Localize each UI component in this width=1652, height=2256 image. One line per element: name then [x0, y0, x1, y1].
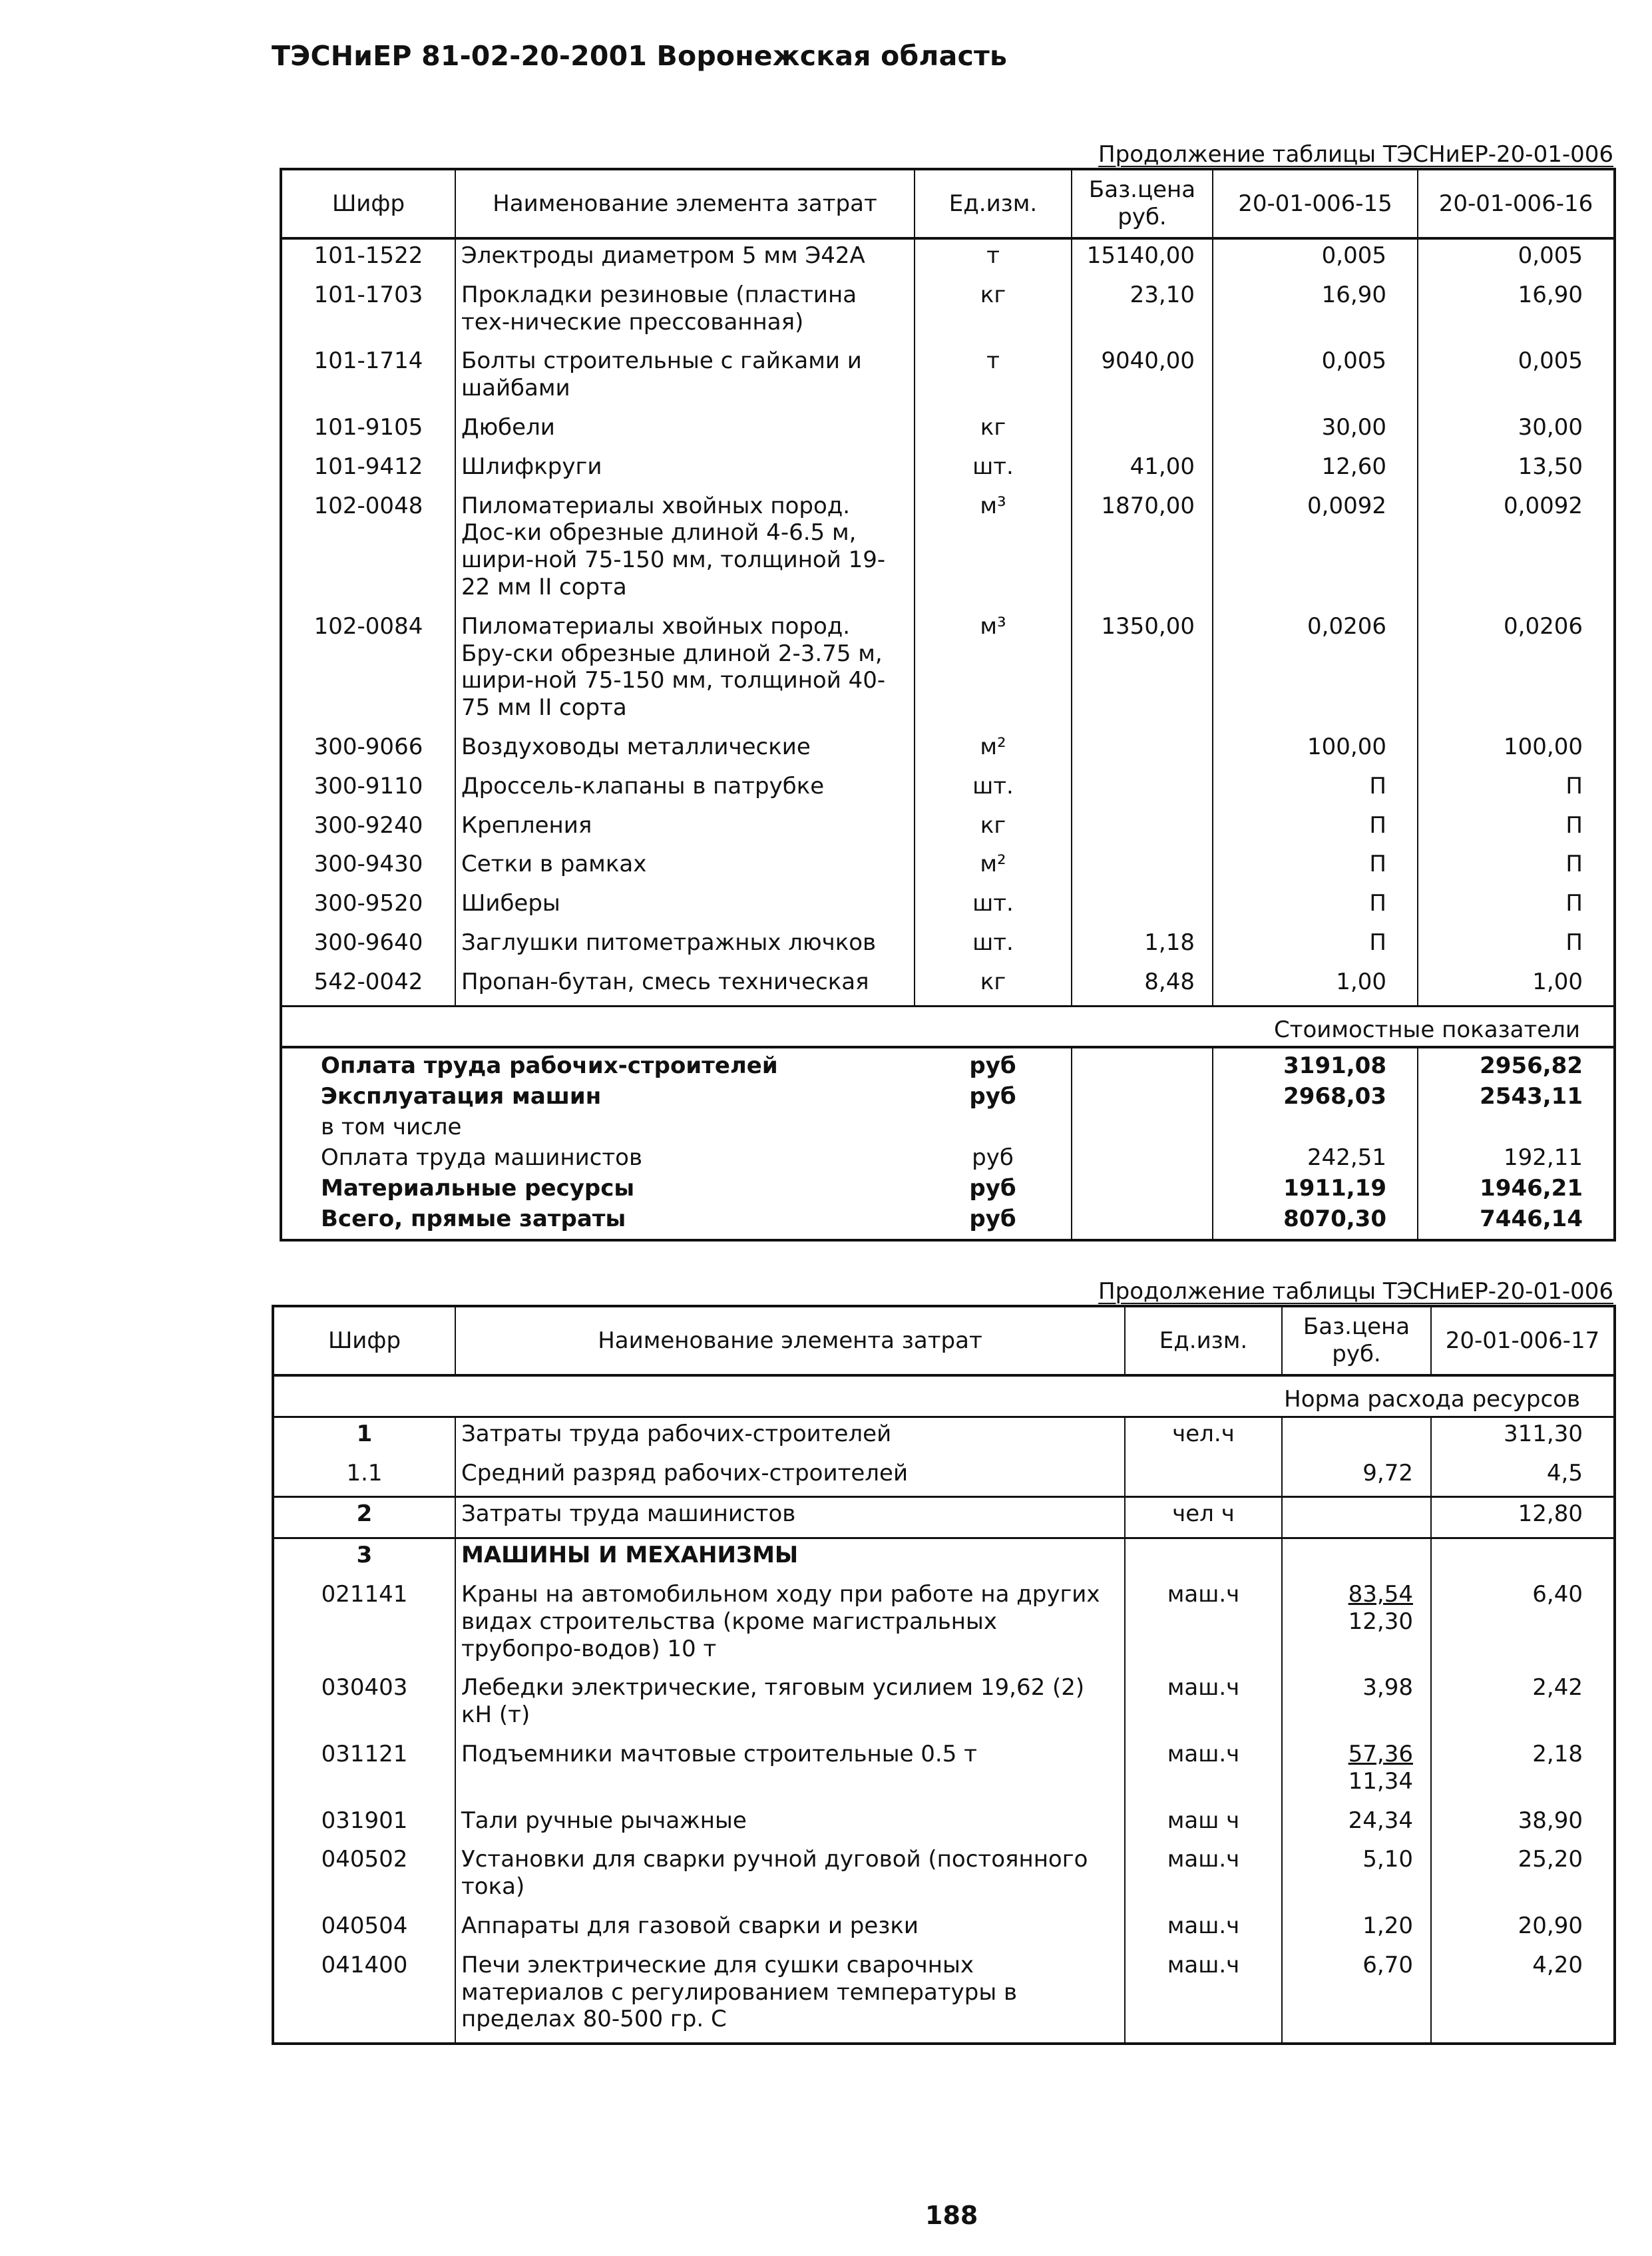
resource-name: Средний разряд рабочих-строителей	[455, 1457, 1125, 1497]
col-header-norm-15: 20-01-006-15	[1213, 169, 1418, 238]
resource-name: Крепления	[455, 809, 915, 849]
cost-empty-price	[1072, 1143, 1213, 1174]
norm-value-16: П	[1418, 809, 1615, 849]
resource-code: 1.1	[273, 1457, 455, 1497]
col-header-price: Баз.цена руб.	[1072, 169, 1213, 238]
cost-empty-price	[1072, 1082, 1213, 1112]
resource-code: 031901	[273, 1805, 455, 1844]
norm-value-16: П	[1418, 927, 1615, 966]
cost-name: Эксплуатация машин	[281, 1082, 915, 1112]
resource-code: 300-9110	[281, 770, 455, 809]
resource-base-price	[1282, 1457, 1431, 1497]
resource-code: 040504	[273, 1910, 455, 1949]
cost-value-16: 1946,21	[1418, 1174, 1615, 1204]
cost-row	[281, 1112, 1615, 1143]
resource-code: 2	[273, 1497, 455, 1538]
resource-name: Установки для сварки ручной дуговой (постоянного тока)	[455, 1843, 1125, 1910]
resource-unit: шт.	[915, 451, 1072, 490]
resource-unit: м³	[915, 490, 1072, 610]
cost-row	[281, 1143, 1615, 1174]
resource-base-price: 8,48	[1072, 966, 1213, 1006]
resource-code: 101-1522	[281, 238, 455, 279]
resource-base-price: 15140,00	[1072, 238, 1213, 279]
resource-name: Прокладки резиновые (пластина тех-нические прессованная)	[455, 279, 915, 345]
resource-unit: м²	[915, 848, 1072, 887]
cost-indicators-header: Стоимостные показатели	[281, 1006, 1615, 1047]
norm-value-16: 0,005	[1418, 345, 1615, 411]
resource-name: Дюбели	[455, 411, 915, 451]
norm-value-16: 30,00	[1418, 411, 1615, 451]
resource-base-price	[1282, 1538, 1431, 1578]
norm-value-16: 1,00	[1418, 966, 1615, 1006]
norm-value-15: 100,00	[1213, 731, 1418, 770]
resource-base-price: 1350,00	[1072, 610, 1213, 731]
resource-base-price	[1072, 809, 1213, 849]
norm-consumption-header: Норма расхода ресурсов	[273, 1375, 1615, 1417]
resource-base-price	[1072, 848, 1213, 887]
resource-base-price	[1072, 770, 1213, 809]
resource-unit: маш.ч	[1125, 1949, 1282, 2044]
table-row	[273, 1672, 1615, 1738]
resource-code: 041400	[273, 1949, 455, 2044]
resource-name: Затраты труда рабочих-строителей	[455, 1417, 1125, 1457]
resource-name: Шиберы	[455, 887, 915, 927]
base-price-value: 6,70	[1362, 1951, 1413, 1978]
resource-code: 300-9430	[281, 848, 455, 887]
norm-value-15: П	[1213, 770, 1418, 809]
cost-value-15: 1911,19	[1213, 1174, 1418, 1204]
resource-name: Воздуховоды металлические	[455, 731, 915, 770]
table-row	[273, 1910, 1615, 1949]
norm-value-16: 13,50	[1418, 451, 1615, 490]
table1-header-row	[281, 169, 1615, 238]
base-price-value: 83,54	[1348, 1580, 1413, 1608]
resource-unit: м³	[915, 610, 1072, 731]
col-header-unit: Ед.изм.	[915, 169, 1072, 238]
cost-value-15: 2968,03	[1213, 1082, 1418, 1112]
norm-value-17: 2,18	[1431, 1738, 1615, 1805]
base-price-value: 3,98	[1362, 1674, 1413, 1701]
norm-value-17: 4,20	[1431, 1949, 1615, 2044]
norm-value-17: 12,80	[1431, 1497, 1615, 1538]
resource-unit: т	[915, 238, 1072, 279]
norm-value-15: П	[1213, 809, 1418, 849]
resource-code: 031121	[273, 1738, 455, 1805]
resource-name: Болты строительные с гайками и шайбами	[455, 345, 915, 411]
cost-empty-price	[1072, 1047, 1213, 1082]
resource-code: 101-9412	[281, 451, 455, 490]
norm-value-17: 6,40	[1431, 1578, 1615, 1672]
col-header-price: Баз.цена руб.	[1282, 1306, 1431, 1375]
resource-base-price	[1282, 1672, 1431, 1738]
resource-base-price: 1870,00	[1072, 490, 1213, 610]
norm-value-16: П	[1418, 887, 1615, 927]
table2-continuation-label: Продолжение таблицы ТЭСНиЕР-20-01-006	[1098, 1278, 1613, 1305]
resource-base-price	[1282, 1843, 1431, 1910]
col-header-norm-16: 20-01-006-16	[1418, 169, 1615, 238]
resource-base-price: 1,18	[1072, 927, 1213, 966]
resource-code: 300-9520	[281, 887, 455, 927]
resource-name: Аппараты для газовой сварки и резки	[455, 1910, 1125, 1949]
resource-code: 3	[273, 1538, 455, 1578]
resource-code: 102-0048	[281, 490, 455, 610]
resource-unit	[1125, 1457, 1282, 1497]
norm-value-15: П	[1213, 927, 1418, 966]
cost-value-16: 192,11	[1418, 1143, 1615, 1174]
resource-unit: шт.	[915, 927, 1072, 966]
resource-name: Шлифкруги	[455, 451, 915, 490]
cost-name: в том числе	[281, 1112, 915, 1143]
resource-base-price	[1282, 1417, 1431, 1457]
table-row	[281, 927, 1615, 966]
table-row	[281, 451, 1615, 490]
resource-base-price	[1282, 1805, 1431, 1844]
page-number: 188	[925, 2201, 978, 2230]
resource-code: 101-1703	[281, 279, 455, 345]
col-header-code: Шифр	[273, 1306, 455, 1375]
resource-code: 102-0084	[281, 610, 455, 731]
table1-continuation-label: Продолжение таблицы ТЭСНиЕР-20-01-006	[1098, 141, 1613, 168]
resource-unit: чел ч	[1125, 1497, 1282, 1538]
resource-unit: м²	[915, 731, 1072, 770]
resource-name: Краны на автомобильном ходу при работе на других видах строительства (кроме магистральных трубопро-водов) 10 т	[455, 1578, 1125, 1672]
table-row	[273, 1843, 1615, 1910]
cost-unit: руб	[915, 1047, 1072, 1082]
resource-unit: маш.ч	[1125, 1910, 1282, 1949]
cost-unit: руб	[915, 1143, 1072, 1174]
resource-base-price	[1282, 1578, 1431, 1672]
norm-value-15: 0,0206	[1213, 610, 1418, 731]
base-price-value: 57,36	[1348, 1740, 1413, 1767]
cost-value-15	[1213, 1112, 1418, 1143]
cost-indicators-header-row	[281, 1006, 1615, 1047]
resource-name: Затраты труда машинистов	[455, 1497, 1125, 1538]
resource-table-1	[280, 168, 1616, 1241]
resource-base-price: 23,10	[1072, 279, 1213, 345]
resource-unit: кг	[915, 809, 1072, 849]
resource-code: 542-0042	[281, 966, 455, 1006]
norm-value-17: 311,30	[1431, 1417, 1615, 1457]
table-row	[281, 809, 1615, 849]
cost-unit: руб	[915, 1082, 1072, 1112]
norm-value-16: 0,0206	[1418, 610, 1615, 731]
cost-value-16: 2956,82	[1418, 1047, 1615, 1082]
norm-value-17: 4,5	[1431, 1457, 1615, 1497]
resource-unit: маш.ч	[1125, 1738, 1282, 1805]
cost-value-15: 8070,30	[1213, 1204, 1418, 1240]
resource-name: Дроссель-клапаны в патрубке	[455, 770, 915, 809]
resource-code: 101-9105	[281, 411, 455, 451]
table-row	[273, 1538, 1615, 1578]
norm-header-row	[273, 1375, 1615, 1417]
cost-value-16: 2543,11	[1418, 1082, 1615, 1112]
resource-code: 300-9640	[281, 927, 455, 966]
cost-empty-price	[1072, 1112, 1213, 1143]
norm-value-15: П	[1213, 887, 1418, 927]
resource-base-price	[1282, 1910, 1431, 1949]
norm-value-17: 25,20	[1431, 1843, 1615, 1910]
table-row	[273, 1738, 1615, 1805]
resource-unit: кг	[915, 279, 1072, 345]
norm-value-15: 16,90	[1213, 279, 1418, 345]
resource-unit: кг	[915, 411, 1072, 451]
table-row	[273, 1805, 1615, 1844]
resource-code: 030403	[273, 1672, 455, 1738]
cost-name: Оплата труда рабочих-строителей	[281, 1047, 915, 1082]
resource-unit: маш.ч	[1125, 1843, 1282, 1910]
cost-name: Оплата труда машинистов	[281, 1143, 915, 1174]
table-row	[273, 1949, 1615, 2044]
cost-empty-price	[1072, 1204, 1213, 1240]
resource-name: Подъемники мачтовые строительные 0.5 т	[455, 1738, 1125, 1805]
norm-value-16: 100,00	[1418, 731, 1615, 770]
cost-empty-price	[1072, 1174, 1213, 1204]
base-price-value: 24,34	[1348, 1807, 1413, 1834]
norm-value-15: 1,00	[1213, 966, 1418, 1006]
col-header-norm-17: 20-01-006-17	[1431, 1306, 1615, 1375]
base-price-value: 1,20	[1362, 1912, 1413, 1939]
resource-base-price: 9040,00	[1072, 345, 1213, 411]
resource-name: МАШИНЫ И МЕХАНИЗМЫ	[455, 1538, 1125, 1578]
base-price-value: 9,72	[1362, 1459, 1413, 1486]
norm-value-17	[1431, 1538, 1615, 1578]
cost-unit: руб	[915, 1204, 1072, 1240]
resource-code: 101-1714	[281, 345, 455, 411]
norm-value-15: П	[1213, 848, 1418, 887]
table-row	[281, 411, 1615, 451]
table-row	[273, 1497, 1615, 1538]
table2-header-row	[273, 1306, 1615, 1375]
col-header-unit: Ед.изм.	[1125, 1306, 1282, 1375]
cost-unit	[915, 1112, 1072, 1143]
norm-value-17: 38,90	[1431, 1805, 1615, 1844]
resource-unit: чел.ч	[1125, 1417, 1282, 1457]
norm-value-15: 0,0092	[1213, 490, 1418, 610]
operator-wage-value: 12,30	[1348, 1608, 1413, 1635]
norm-value-15: 12,60	[1213, 451, 1418, 490]
resource-name: Лебедки электрические, тяговым усилием 19,62 (2) кН (т)	[455, 1672, 1125, 1738]
resource-name: Сетки в рамках	[455, 848, 915, 887]
norm-value-16: 0,005	[1418, 238, 1615, 279]
base-price-value: 5,10	[1362, 1846, 1413, 1873]
table-row	[281, 966, 1615, 1006]
resource-unit: шт.	[915, 887, 1072, 927]
table-row	[281, 490, 1615, 610]
table-row	[281, 770, 1615, 809]
resource-unit: кг	[915, 966, 1072, 1006]
resource-base-price	[1282, 1738, 1431, 1805]
table-row	[281, 345, 1615, 411]
cost-row	[281, 1047, 1615, 1082]
cost-name: Материальные ресурсы	[281, 1174, 915, 1204]
resource-base-price	[1072, 411, 1213, 451]
resource-name: Печи электрические для сушки сварочных материалов с регулированием температуры в пределах 80-500 гр. С	[455, 1949, 1125, 2044]
resource-unit: маш.ч	[1125, 1578, 1282, 1672]
resource-base-price: 41,00	[1072, 451, 1213, 490]
cost-name: Всего, прямые затраты	[281, 1204, 915, 1240]
cost-value-16: 7446,14	[1418, 1204, 1615, 1240]
table-row	[273, 1457, 1615, 1497]
table-row	[273, 1417, 1615, 1457]
norm-value-17: 20,90	[1431, 1910, 1615, 1949]
resource-code: 1	[273, 1417, 455, 1457]
norm-value-15: 30,00	[1213, 411, 1418, 451]
table-row	[281, 848, 1615, 887]
norm-value-15: 0,005	[1213, 345, 1418, 411]
resource-unit: шт.	[915, 770, 1072, 809]
resource-base-price	[1282, 1949, 1431, 2044]
norm-value-15: 0,005	[1213, 238, 1418, 279]
cost-unit: руб	[915, 1174, 1072, 1204]
operator-wage-value: 11,34	[1348, 1767, 1413, 1795]
resource-base-price	[1072, 887, 1213, 927]
cost-value-15: 3191,08	[1213, 1047, 1418, 1082]
resource-unit: маш.ч	[1125, 1672, 1282, 1738]
resource-base-price	[1072, 731, 1213, 770]
resource-name: Пиломатериалы хвойных пород. Дос-ки обрезные длиной 4-6.5 м, шири-ной 75-150 мм, толщиной 19-22 мм II сорта	[455, 490, 915, 610]
norm-value-17: 2,42	[1431, 1672, 1615, 1738]
resource-unit	[1125, 1538, 1282, 1578]
resource-unit: маш ч	[1125, 1805, 1282, 1844]
col-header-name: Наименование элемента затрат	[455, 1306, 1125, 1375]
col-header-code: Шифр	[281, 169, 455, 238]
resource-name: Пропан-бутан, смесь техническая	[455, 966, 915, 1006]
resource-name: Пиломатериалы хвойных пород. Бру-ски обрезные длиной 2-3.75 м, шири-ной 75-150 мм, толщиной 40-75 мм II сорта	[455, 610, 915, 731]
norm-value-16: 16,90	[1418, 279, 1615, 345]
resource-code: 021141	[273, 1578, 455, 1672]
resource-name: Тали ручные рычажные	[455, 1805, 1125, 1844]
col-header-name: Наименование элемента затрат	[455, 169, 915, 238]
resource-unit: т	[915, 345, 1072, 411]
resource-table-2	[272, 1305, 1616, 2045]
resource-name: Электроды диаметром 5 мм Э42А	[455, 238, 915, 279]
norm-value-16: 0,0092	[1418, 490, 1615, 610]
cost-row	[281, 1174, 1615, 1204]
resource-base-price	[1282, 1497, 1431, 1538]
cost-row	[281, 1204, 1615, 1240]
resource-code: 300-9240	[281, 809, 455, 849]
resource-code: 300-9066	[281, 731, 455, 770]
norm-value-16: П	[1418, 848, 1615, 887]
table-row	[281, 238, 1615, 279]
table-row	[281, 887, 1615, 927]
table-row	[281, 610, 1615, 731]
cost-value-15: 242,51	[1213, 1143, 1418, 1174]
norm-value-16: П	[1418, 770, 1615, 809]
cost-row	[281, 1082, 1615, 1112]
table-row	[281, 731, 1615, 770]
resource-name: Заглушки питометражных лючков	[455, 927, 915, 966]
document-title: ТЭСНиЕР 81-02-20-2001 Воронежская область	[272, 40, 1008, 72]
resource-code: 040502	[273, 1843, 455, 1910]
table-row	[281, 279, 1615, 345]
table-row	[273, 1578, 1615, 1672]
cost-value-16	[1418, 1112, 1615, 1143]
